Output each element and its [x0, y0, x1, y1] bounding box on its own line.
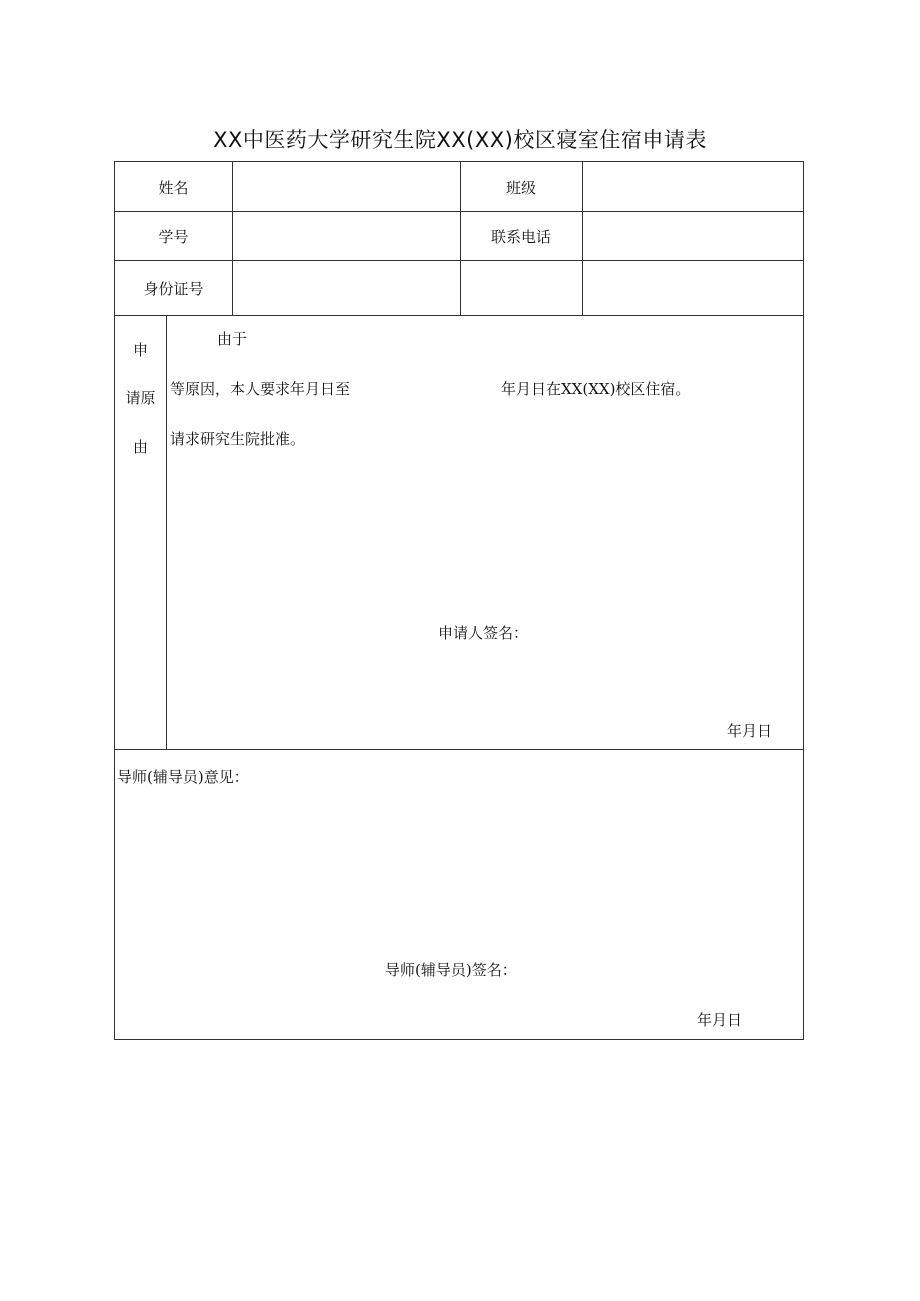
page-title: XX中医药大学研究生院XX(XX)校区寝室住宿申请表: [213, 128, 707, 152]
reason-line-1: 由于: [217, 330, 248, 348]
reason-side-label-1: 申: [132, 341, 148, 359]
row-divider-4: [115, 749, 803, 750]
name-label: 姓名: [158, 179, 189, 197]
advisor-opinion-label: 导师(辅导员)意见：: [117, 768, 249, 786]
id-card-label: 身份证号: [143, 280, 204, 298]
phone-label: 联系电话: [490, 228, 551, 246]
row-divider-1: [115, 211, 803, 212]
col-divider-1: [232, 162, 233, 315]
advisor-signature-label: 导师(辅导员)签名：: [385, 961, 517, 979]
row-divider-2: [115, 260, 803, 261]
class-label: 班级: [505, 179, 536, 197]
applicant-date-label: 年月日: [727, 722, 773, 740]
row-divider-3: [115, 315, 803, 316]
advisor-date-label: 年月日: [697, 1011, 743, 1029]
reason-side-label-2: 请原: [125, 389, 156, 407]
application-form: [114, 161, 804, 1040]
applicant-signature-label: 申请人签名：: [438, 624, 529, 642]
student-id-label: 学号: [158, 228, 189, 246]
reason-divider: [166, 315, 167, 749]
reason-line-2b: 年月日在XX(XX)校区住宿。: [501, 380, 691, 398]
col-divider-3: [582, 162, 583, 315]
reason-side-label-3: 由: [132, 438, 148, 456]
reason-line-3: 请求研究生院批准。: [170, 430, 306, 448]
reason-line-2a: 等原因，本人要求年月日至: [170, 380, 351, 398]
